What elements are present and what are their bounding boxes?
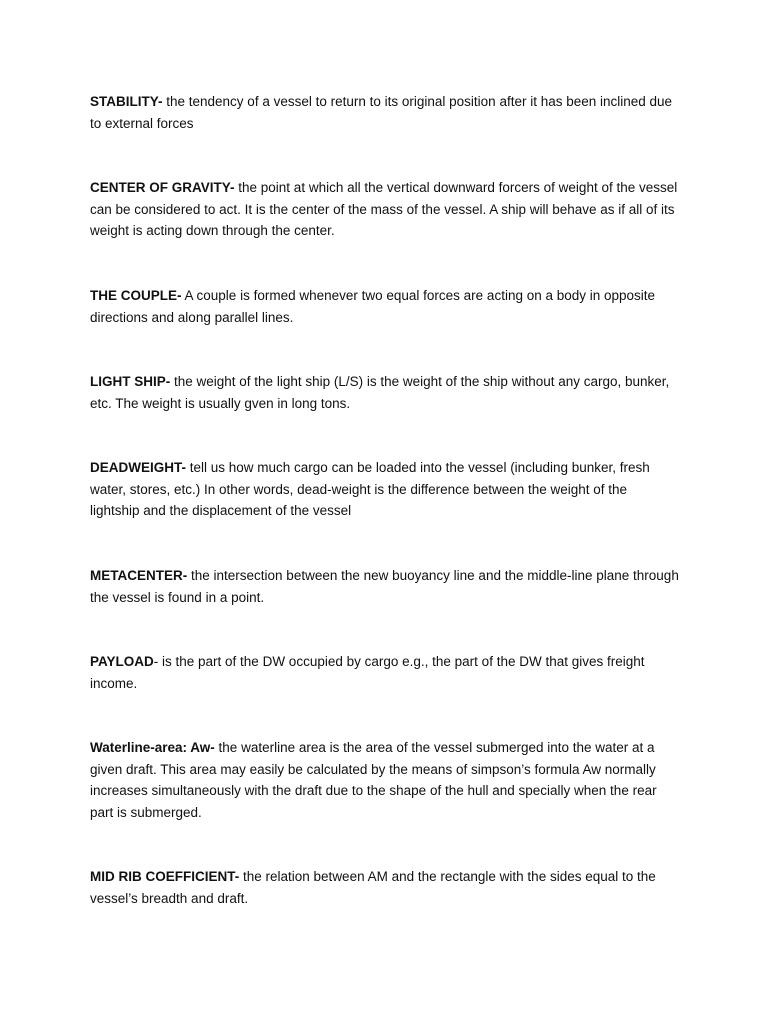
definition-text: the tendency of a vessel to return to its original position after it has been inclined due to external forces <box>90 94 673 131</box>
term-label: LIGHT SHIP- <box>90 374 171 389</box>
term-label: METACENTER- <box>90 568 188 583</box>
definition-text: the weight of the light ship (L/S) is the weight of the ship without any cargo, bunker, etc. The weight is usually gven in long tons. <box>90 374 670 411</box>
definition-payload <box>90 651 680 694</box>
definition-center-of-gravity <box>90 177 680 242</box>
definition-deadweight <box>90 457 680 522</box>
term-label: MID RIB COEFFICIENT- <box>90 869 240 884</box>
term-label: Waterline-area: Aw- <box>90 740 215 755</box>
definition-stability <box>90 91 680 134</box>
term-label: STABILITY- <box>90 94 163 109</box>
definition-text: A couple is formed whenever two equal forces are acting on a body in opposite directions and along parallel lines. <box>90 288 656 325</box>
definition-text: the relation between AM and the rectangle with the sides equal to the vessel’s breadth and draft. <box>90 869 656 906</box>
definition-text: tell us how much cargo can be loaded into the vessel (including bunker, fresh water, stores, etc.) In other words, dead-weight is the difference between the weight of the lightship and the displacement of the vessel <box>90 460 650 519</box>
definition-mid-rib-coefficient <box>90 866 680 909</box>
definition-text: the waterline area is the area of the vessel submerged into the water at a given draft. This area may easily be calculated by the means of simpson’s formula Aw normally increases simultaneously with the draft due to the shape of the hull and specially when the rear part is submerged. <box>90 740 657 820</box>
definition-waterline-area <box>90 737 680 823</box>
definition-light-ship <box>90 371 680 414</box>
definition-text: the point at which all the vertical downward forcers of weight of the vessel can be considered to act. It is the center of the mass of the vessel. A ship will behave as if all of its weight is acting down through the center. <box>90 180 678 239</box>
definition-the-couple <box>90 285 680 328</box>
term-label: THE COUPLE- <box>90 288 182 303</box>
term-label: DEADWEIGHT- <box>90 460 186 475</box>
definition-text: - is the part of the DW occupied by cargo e.g., the part of the DW that gives freight income. <box>90 654 645 691</box>
definition-text: the intersection between the new buoyancy line and the middle-line plane through the vessel is found in a point. <box>90 568 679 605</box>
term-label: PAYLOAD <box>90 654 154 669</box>
term-label: CENTER OF GRAVITY- <box>90 180 235 195</box>
definition-metacenter <box>90 565 680 608</box>
